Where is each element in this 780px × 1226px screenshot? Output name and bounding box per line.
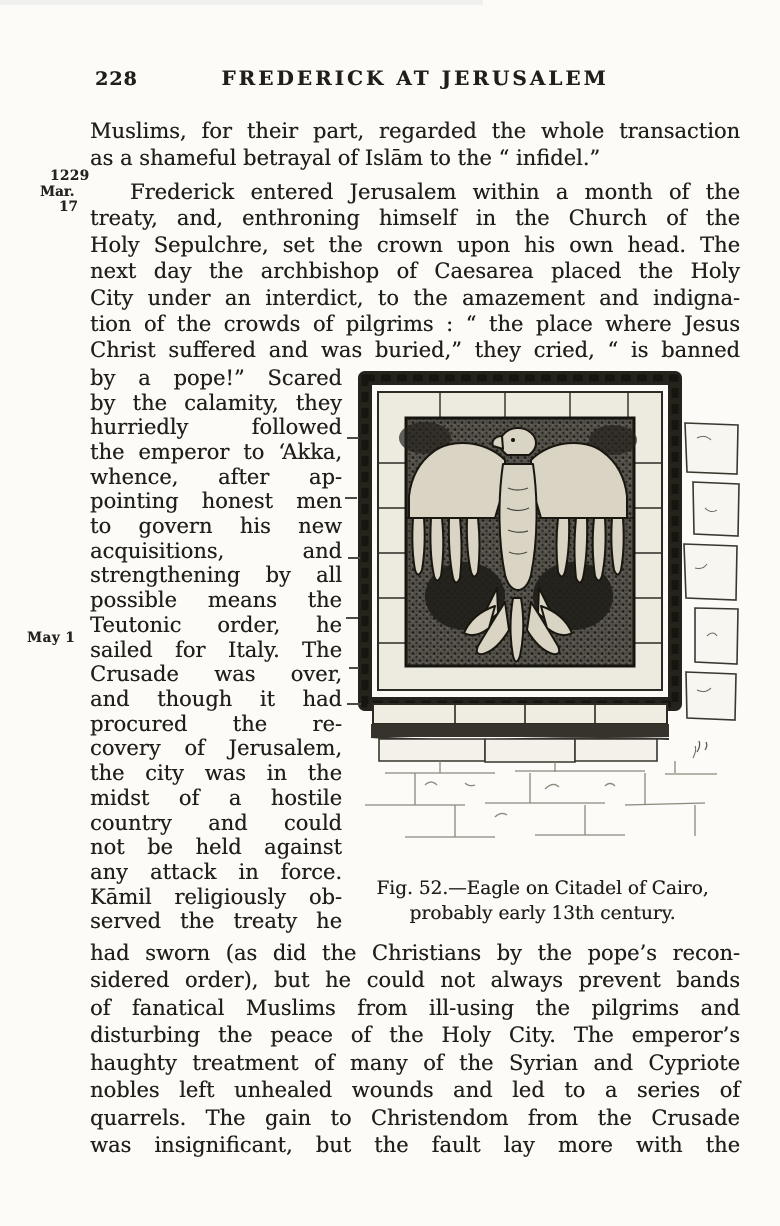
eagle-woodcut-illustration [345,368,740,862]
text-line: disturbing the peace of the Holy City. The emperor’s [90,1023,740,1048]
text-line: of fanatical Muslims from ill-using the pilgrims and [90,995,740,1020]
text-line: haughty treatment of many of the Syrian and Cypriote [90,1050,740,1075]
text-line: City under an interdict, to the amazement and indigna- [90,285,740,310]
text-line: 1229 [50,168,90,184]
text-line: acquisitions, and [90,538,342,563]
figure-caption [345,876,740,926]
text-and-figure-region [90,364,740,936]
text-line: Muslims, for their part, regarded the whole transaction [90,119,740,143]
text-line: procured the re- [90,711,342,736]
figure-caption-line1: Fig. 52.—Eagle on Citadel of Cairo, [376,877,709,899]
text-line: treaty, and, enthroning himself in the Church of the [90,206,740,231]
text-line: Teutonic order, he [90,612,342,637]
text-line: quarrels. The gain to Christendom from the Crusade [90,1105,740,1130]
text-line: by the calamity, they [90,390,342,415]
text-line: covery of Jerusalem, [90,736,342,761]
text-column-beside-figure [90,366,342,934]
paragraph-muslims [90,118,740,172]
text-line: possible means the [90,588,342,613]
text-line: to govern his new [90,514,342,539]
text-line: 17 [59,199,78,215]
text-line: Mar. [40,183,75,200]
text-line: was insignificant, but the fault lay more with the [90,1133,740,1158]
figure-caption-line2: probably early 13th century. [409,902,676,924]
paragraph-frederick-entry [90,179,740,364]
paragraph-bottom [90,940,740,1160]
page-number: 228 [95,68,138,90]
text-line: next day the archbishop of Caesarea placed the Holy [90,259,740,284]
scan-edge-artifact [0,0,483,5]
text-line: Frederick entered Jerusalem within a month of the [130,180,740,204]
text-line: whence, after ap- [90,464,342,489]
text-line: sidered order), but he could not always prevent bands [90,968,740,993]
margin-note-may-1: May 1 [27,630,76,646]
text-line: Christ suffered and was buried,” they cried, “ is banned [90,338,740,363]
text-line: nobles left unhealed wounds and led to a series of [90,1078,740,1103]
text-line: tion of the crowds of pilgrims : “ the place where Jesus [90,312,740,337]
text-line: as a shameful betrayal of Islām to the “ infidel.” [90,146,601,170]
text-line: had sworn (as did the Christians by the pope’s recon- [90,940,740,965]
figure-eagle-relief [345,368,740,926]
text-line: midst of a hostile [90,785,342,810]
text-line: Holy Sepulchre, set the crown upon his own head. The [90,232,740,257]
text-line: served the treaty he [90,909,342,934]
text-line: not be held against [90,835,342,860]
text-line: any attack in force. [90,859,342,884]
text-line: the city was in the [90,761,342,786]
text-line: by a pope!” Scared [90,365,342,390]
text-line: hurriedly followed [90,415,342,440]
text-line: and though it had [90,686,342,711]
page-header [0,66,780,96]
text-line: country and could [90,810,342,835]
text-line: the emperor to ‘Akka, [90,439,342,464]
text-line: pointing honest men [90,489,342,514]
margin-note-1229-mar-17 [40,169,90,216]
running-title: FREDERICK AT JERUSALEM [221,66,609,90]
text-line: Crusade was over, [90,662,342,687]
text-line: Kāmil religiously ob- [90,884,342,909]
text-line: sailed for Italy. The [90,637,342,662]
text-line: strengthening by all [90,563,342,588]
page-body [90,118,740,1160]
